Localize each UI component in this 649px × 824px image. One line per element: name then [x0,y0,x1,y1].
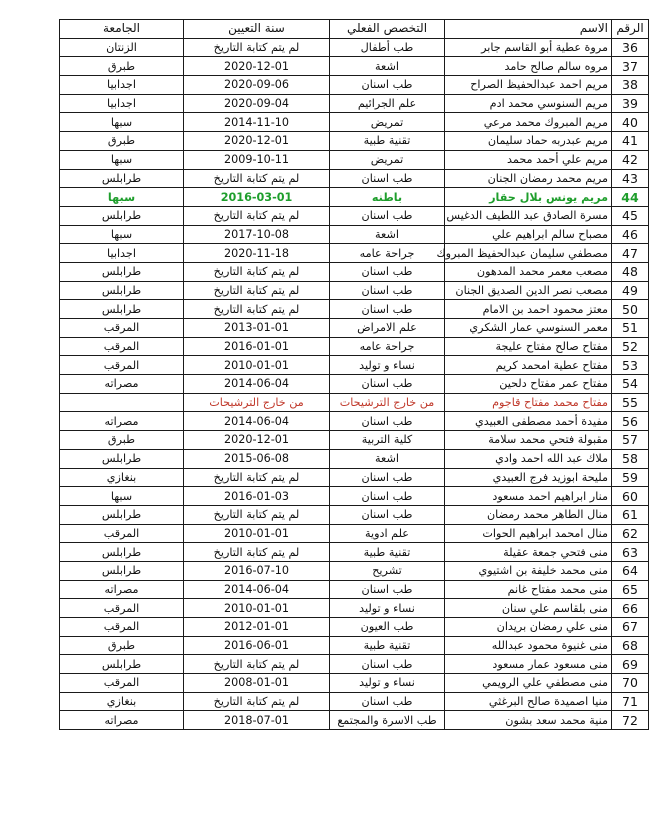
row-university: طرابلس [60,262,184,281]
row-number: 43 [612,169,649,188]
table-row [60,412,649,431]
row-specialty: تمريض [330,113,445,132]
row-number: 46 [612,225,649,244]
row-name: منى مسعود عمار مسعود [445,655,612,674]
row-name: منال امحمد ابراهيم الحوات [445,524,612,543]
row-specialty: كلية التربية [330,431,445,450]
table-row [60,674,649,693]
row-number: 38 [612,76,649,95]
row-specialty: طب اسنان [330,468,445,487]
row-appointment-year: 2013-01-01 [184,319,330,338]
table-row [60,636,649,655]
row-name: معمر السنوسي عمار الشكري [445,319,612,338]
row-university: طرابلس [60,206,184,225]
row-name: مسرة الصادق عبد اللطيف الدغيس [445,206,612,225]
row-university: المرقب [60,674,184,693]
row-specialty: طب اسنان [330,580,445,599]
row-specialty: نساء و توليد [330,599,445,618]
row-appointment-year: 2014-11-10 [184,113,330,132]
row-name: مقبولة فتحي محمد سلامة [445,431,612,450]
row-appointment-year: لم يتم كتابة التاريخ [184,468,330,487]
row-appointment-year: 2015-06-08 [184,449,330,468]
row-specialty: طب العيون [330,618,445,637]
row-name: مريم علي أحمد محمد [445,150,612,169]
row-name: منى علي رمضان بريدان [445,618,612,637]
row-appointment-year: 2020-12-01 [184,132,330,151]
row-specialty: تشريح [330,561,445,580]
row-appointment-year: 2017-10-08 [184,225,330,244]
row-appointment-year: 2010-01-01 [184,599,330,618]
table-row [60,580,649,599]
row-number: 39 [612,94,649,113]
row-university: طبرق [60,636,184,655]
row-name: مصعب معمر محمد المدهون [445,262,612,281]
row-name: منى فتحي جمعة عقيلة [445,543,612,562]
row-university: اجدابيا [60,94,184,113]
row-name: منى محمد مفتاح غانم [445,580,612,599]
row-university: طرابلس [60,449,184,468]
row-appointment-year: 2020-09-06 [184,76,330,95]
row-appointment-year: لم يتم كتابة التاريخ [184,655,330,674]
row-university: مصراته [60,711,184,730]
row-university: بنغازي [60,468,184,487]
table-row [60,319,649,338]
row-number: 70 [612,674,649,693]
row-name: مفتاح صالح مفتاح عليجة [445,337,612,356]
row-number: 60 [612,487,649,506]
row-number: 53 [612,356,649,375]
row-specialty: اشعة [330,57,445,76]
row-university: طرابلس [60,281,184,300]
row-number: 44 [612,188,649,207]
row-appointment-year: لم يتم كتابة التاريخ [184,300,330,319]
row-appointment-year: 2009-10-11 [184,150,330,169]
row-number: 42 [612,150,649,169]
table-row [60,262,649,281]
row-specialty: طب اسنان [330,76,445,95]
row-number: 59 [612,468,649,487]
row-name: مريم السنوسي محمد ادم [445,94,612,113]
row-appointment-year: 2020-09-04 [184,94,330,113]
row-specialty: تقنية طبية [330,636,445,655]
row-university: مصراته [60,375,184,394]
row-specialty: طب اسنان [330,300,445,319]
row-appointment-year: 2016-01-03 [184,487,330,506]
row-name: منار ابراهيم احمد مسعود [445,487,612,506]
row-number: 65 [612,580,649,599]
row-specialty: طب اسنان [330,692,445,711]
row-university: المرقب [60,319,184,338]
row-number: 40 [612,113,649,132]
row-number: 58 [612,449,649,468]
row-appointment-year: من خارج الترشيحات [184,393,330,412]
row-university: طرابلس [60,300,184,319]
table-row [60,524,649,543]
row-university: طرابلس [60,561,184,580]
row-specialty: جراحة عامه [330,244,445,263]
row-appointment-year: 2014-06-04 [184,412,330,431]
row-specialty: طب اسنان [330,262,445,281]
table-row [60,337,649,356]
row-specialty: علم الامراض [330,319,445,338]
row-number: 51 [612,319,649,338]
row-appointment-year: 2016-06-01 [184,636,330,655]
row-number: 64 [612,561,649,580]
table-body [60,20,649,730]
table-row [60,487,649,506]
row-appointment-year: 2016-03-01 [184,188,330,207]
row-number: 47 [612,244,649,263]
row-number: 56 [612,412,649,431]
row-number: 68 [612,636,649,655]
row-number: 45 [612,206,649,225]
table-header-row [60,20,649,39]
row-name: مريم محمد رمضان الجنان [445,169,612,188]
row-name: مريم يونس بلال حقار [445,188,612,207]
row-specialty: اشعة [330,449,445,468]
table-row [60,468,649,487]
row-number: 54 [612,375,649,394]
row-specialty: تمريض [330,150,445,169]
row-university [60,393,184,412]
row-number: 49 [612,281,649,300]
row-name: ملاك عبد الله احمد وادي [445,449,612,468]
row-university: اجدابيا [60,244,184,263]
row-specialty: طب اسنان [330,281,445,300]
header-appointment-year: سنة التعيين [184,20,330,39]
table-row [60,76,649,95]
row-specialty: طب اسنان [330,487,445,506]
row-number: 62 [612,524,649,543]
table-row [60,561,649,580]
row-specialty: من خارج الترشيحات [330,393,445,412]
row-name: مروه سالم صالح حامد [445,57,612,76]
row-specialty: طب اسنان [330,206,445,225]
table-row [60,150,649,169]
row-name: منال الطاهر محمد رمضان [445,505,612,524]
row-university: طرابلس [60,655,184,674]
row-name: مصباح سالم ابراهيم علي [445,225,612,244]
row-appointment-year: 2008-01-01 [184,674,330,693]
row-university: سبها [60,188,184,207]
row-university: مصراته [60,412,184,431]
row-university: سبها [60,113,184,132]
row-specialty: طب اسنان [330,169,445,188]
row-university: بنغازي [60,692,184,711]
table-row [60,113,649,132]
row-specialty: نساء و توليد [330,356,445,375]
table-row [60,206,649,225]
row-appointment-year: 2012-01-01 [184,618,330,637]
row-name: مفتاح محمد مفتاح قاجوم [445,393,612,412]
row-appointment-year: 2020-12-01 [184,57,330,76]
row-number: 67 [612,618,649,637]
row-appointment-year: 2016-01-01 [184,337,330,356]
row-specialty: نساء و توليد [330,674,445,693]
row-university: طبرق [60,57,184,76]
table-row [60,543,649,562]
row-appointment-year: 2014-06-04 [184,580,330,599]
row-university: اجدابيا [60,76,184,95]
row-number: 55 [612,393,649,412]
row-university: طرابلس [60,169,184,188]
row-specialty: طب اسنان [330,412,445,431]
row-university: سبها [60,487,184,506]
row-university: المرقب [60,618,184,637]
header-name: الاسم [445,20,612,39]
row-appointment-year: 2010-01-01 [184,356,330,375]
row-university: المرقب [60,524,184,543]
table-row [60,655,649,674]
table-row [60,132,649,151]
header-specialty: التخصص الفعلي [330,20,445,39]
table-row [60,599,649,618]
row-appointment-year: لم يتم كتابة التاريخ [184,262,330,281]
header-university: الجامعة [60,20,184,39]
row-specialty: باطنه [330,188,445,207]
row-name: مريم عبدربه حماد سليمان [445,132,612,151]
row-number: 61 [612,505,649,524]
row-university: سبها [60,225,184,244]
row-appointment-year: لم يتم كتابة التاريخ [184,505,330,524]
row-specialty: طب أطفال [330,38,445,57]
row-number: 37 [612,57,649,76]
row-name: مروة عطية أبو القاسم جابر [445,38,612,57]
row-number: 63 [612,543,649,562]
table-row [60,244,649,263]
row-specialty: علم ادوية [330,524,445,543]
row-university: المرقب [60,356,184,375]
table-row [60,711,649,730]
row-specialty: تقنية طبية [330,132,445,151]
row-specialty: اشعة [330,225,445,244]
row-appointment-year: لم يتم كتابة التاريخ [184,281,330,300]
row-number: 72 [612,711,649,730]
table-row [60,692,649,711]
row-name: مفتاح عمر مفتاح دلحين [445,375,612,394]
table-row [60,281,649,300]
row-name: منى محمد خليفة بن اشتيوي [445,561,612,580]
row-name: مصعب نصر الدين الصديق الجنان [445,281,612,300]
row-specialty: طب اسنان [330,375,445,394]
row-appointment-year: 2016-07-10 [184,561,330,580]
row-number: 69 [612,655,649,674]
table-row [60,57,649,76]
row-name: مليحة ابوزيد فرج العبيدي [445,468,612,487]
table-row [60,449,649,468]
row-specialty: طب اسنان [330,505,445,524]
table-row [60,618,649,637]
row-name: معتز محمود احمد بن الامام [445,300,612,319]
row-name: منى بلقاسم علي سنان [445,599,612,618]
row-appointment-year: لم يتم كتابة التاريخ [184,38,330,57]
table-row [60,169,649,188]
table-row [60,188,649,207]
row-name: مفيدة أحمد مصطفى العبيدي [445,412,612,431]
row-name: مريم المبروك محمد مرعي [445,113,612,132]
table-row [60,356,649,375]
row-university: طرابلس [60,505,184,524]
row-name: مفتاح عطية امحمد كريم [445,356,612,375]
row-number: 36 [612,38,649,57]
row-name: منى غنيوة محمود عبدالله [445,636,612,655]
row-name: مصطفي سليمان عبدالحفيظ المبروك [445,244,612,263]
row-number: 71 [612,692,649,711]
row-specialty: علم الجرائيم [330,94,445,113]
row-name: منيا اصميدة صالح البرغثي [445,692,612,711]
row-appointment-year: 2014-06-04 [184,375,330,394]
row-number: 48 [612,262,649,281]
row-specialty: طب اسنان [330,655,445,674]
row-appointment-year: 2018-07-01 [184,711,330,730]
row-appointment-year: 2010-01-01 [184,524,330,543]
row-number: 52 [612,337,649,356]
table-row [60,225,649,244]
table-row [60,375,649,394]
row-specialty: طب الاسرة والمجتمع [330,711,445,730]
row-university: الزنتان [60,38,184,57]
table-row [60,38,649,57]
row-appointment-year: لم يتم كتابة التاريخ [184,169,330,188]
row-university: مصراته [60,580,184,599]
row-number: 57 [612,431,649,450]
row-name: منى مصطفي علي الرويمي [445,674,612,693]
row-appointment-year: 2020-11-18 [184,244,330,263]
row-appointment-year: لم يتم كتابة التاريخ [184,543,330,562]
candidates-table [59,19,649,730]
row-university: طبرق [60,431,184,450]
row-university: طبرق [60,132,184,151]
table-row [60,393,649,412]
row-number: 41 [612,132,649,151]
table-row [60,431,649,450]
row-name: منية محمد سعد بشون [445,711,612,730]
row-university: المرقب [60,337,184,356]
table-row [60,300,649,319]
row-university: المرقب [60,599,184,618]
row-name: مريم احمد عبدالحفيظ الصراح [445,76,612,95]
row-appointment-year: 2020-12-01 [184,431,330,450]
row-number: 50 [612,300,649,319]
row-appointment-year: لم يتم كتابة التاريخ [184,692,330,711]
row-number: 66 [612,599,649,618]
row-university: سبها [60,150,184,169]
header-number: الرقم [612,20,649,39]
row-appointment-year: لم يتم كتابة التاريخ [184,206,330,225]
row-specialty: تقنية طبية [330,543,445,562]
row-specialty: جراحة عامه [330,337,445,356]
table-row [60,505,649,524]
row-university: طرابلس [60,543,184,562]
table-row [60,94,649,113]
